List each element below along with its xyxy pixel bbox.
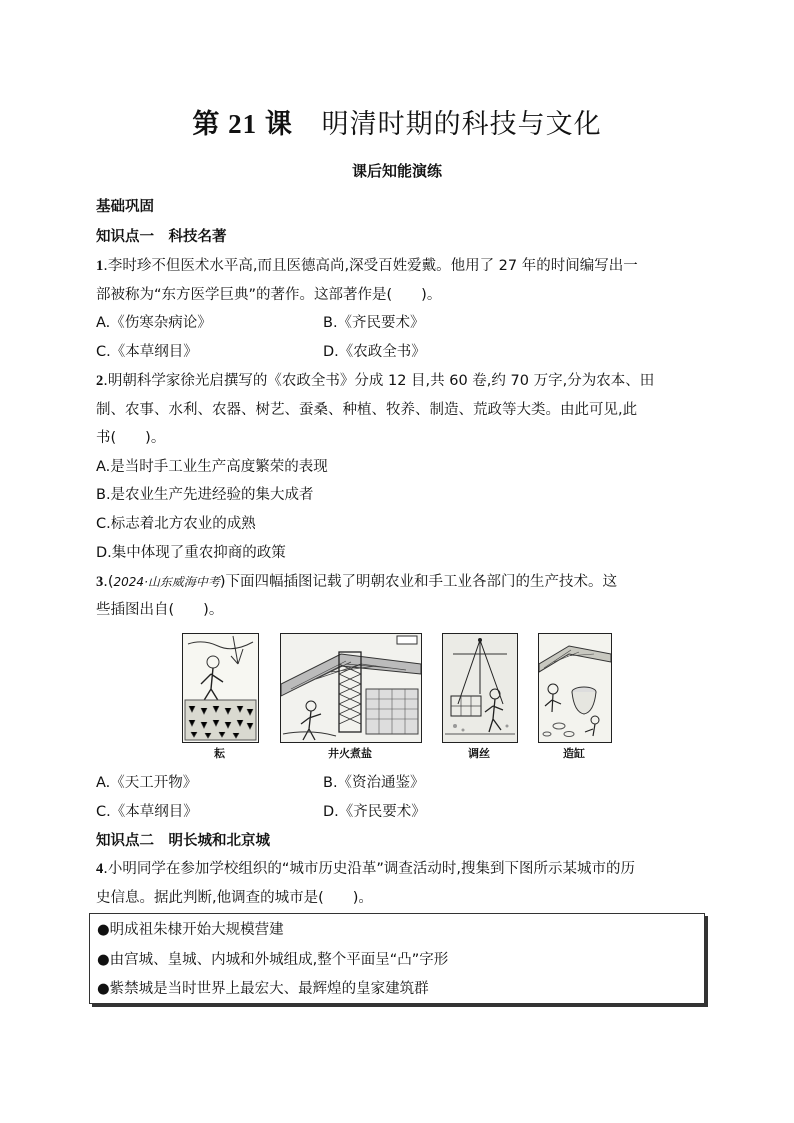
q3-source: 2024·山东威海中考	[113, 575, 220, 589]
q1-number: 1	[96, 258, 104, 274]
q2-option-a[interactable]: A.是当时手工业生产高度繁荣的表现	[96, 459, 328, 475]
q2-text-1: .明朝科学家徐光启撰写的《农政全书》分成 12 目,共 60 卷,约 70 万字,分为农本、田	[103, 373, 655, 389]
vat-making-illustration	[539, 634, 611, 742]
q2-number: 2	[96, 373, 104, 389]
section-heading: 基础巩固	[96, 199, 154, 215]
caption-weeding: 耘	[214, 747, 225, 760]
q2-line1	[96, 371, 654, 391]
q1-options-row2	[96, 342, 696, 362]
caption-vat-making: 造缸	[563, 747, 585, 760]
q1-line2: 部被称为“东方医学巨典”的著作。这部著作是( )。	[96, 287, 442, 303]
q4-line1	[96, 859, 635, 879]
weeding-illustration	[183, 634, 258, 742]
figure-salt-boiling	[280, 633, 422, 743]
q1-line1	[96, 256, 638, 276]
q1-option-a[interactable]: A.《伤寒杂病论》	[96, 315, 212, 331]
q3-option-c[interactable]: C.《本草纲目》	[96, 804, 198, 820]
q2-option-b[interactable]: B.是农业生产先进经验的集大成者	[96, 487, 314, 503]
q2-line3: 书( )。	[96, 430, 166, 446]
q2-option-c[interactable]: C.标志着北方农业的成熟	[96, 516, 256, 532]
q4-info-box	[89, 913, 705, 1004]
q3-line1	[96, 572, 617, 592]
q1-option-c[interactable]: C.《本草纲目》	[96, 344, 198, 360]
q3-illustrations	[0, 633, 794, 763]
q1-option-b[interactable]: B.《齐民要术》	[323, 315, 425, 331]
q3-option-a[interactable]: A.《天工开物》	[96, 775, 198, 791]
page-title	[0, 102, 794, 141]
q3-options-row1	[96, 773, 696, 793]
lesson-title: 明清时期的科技与文化	[321, 109, 602, 140]
q4-number: 4	[96, 861, 104, 877]
knowledge-point-1: 知识点一 科技名著	[96, 229, 227, 245]
lesson-number: 第 21 课	[192, 109, 293, 139]
q4-info-item: ●由宫城、皇城、内城和外城组成,整个平面呈“凸”字形	[97, 952, 449, 968]
q2-option-d[interactable]: D.集中体现了重农抑商的政策	[96, 545, 286, 561]
knowledge-point-2: 知识点二 明长城和北京城	[96, 833, 270, 849]
q3-option-d[interactable]: D.《齐民要术》	[323, 804, 426, 820]
caption-salt-boiling: 井火煮盐	[328, 747, 372, 760]
q3-option-b[interactable]: B.《资治通鉴》	[323, 775, 425, 791]
silk-reeling-illustration	[443, 634, 517, 742]
q4-line2: 史信息。据此判断,他调查的城市是( )。	[96, 890, 373, 906]
salt-boiling-illustration	[281, 634, 421, 742]
page-subtitle: 课后知能演练	[351, 162, 442, 180]
q1-options-row1	[96, 313, 696, 333]
q3-text-1: )下面四幅插图记载了明朝农业和手工业各部门的生产技术。这	[219, 574, 618, 590]
q4-info-item: ●明成祖朱棣开始大规模营建	[97, 922, 284, 938]
q1-text-1: .李时珍不但医术水平高,而且医德高尚,深受百姓爱戴。他用了 27 年的时间编写出一	[103, 258, 638, 274]
figure-vat-making	[538, 633, 612, 743]
q2-line2: 制、农事、水利、农器、树艺、蚕桑、种植、牧养、制造、荒政等大类。由此可见,此	[96, 402, 638, 418]
q4-info-item: ●紫禁城是当时世界上最宏大、最辉煌的皇家建筑群	[97, 981, 429, 997]
figure-silk-reeling	[442, 633, 518, 743]
q1-option-d[interactable]: D.《农政全书》	[323, 344, 426, 360]
q4-text-1: .小明同学在参加学校组织的“城市历史沿革”调查活动时,搜集到下图所示某城市的历	[103, 861, 635, 877]
figure-weeding	[182, 633, 259, 743]
caption-silk-reeling: 调丝	[468, 747, 490, 760]
q3-line2: 些插图出自( )。	[96, 602, 224, 618]
q3-paren-open: .(	[103, 574, 114, 590]
q3-number: 3	[96, 574, 104, 590]
q3-options-row2	[96, 802, 696, 822]
